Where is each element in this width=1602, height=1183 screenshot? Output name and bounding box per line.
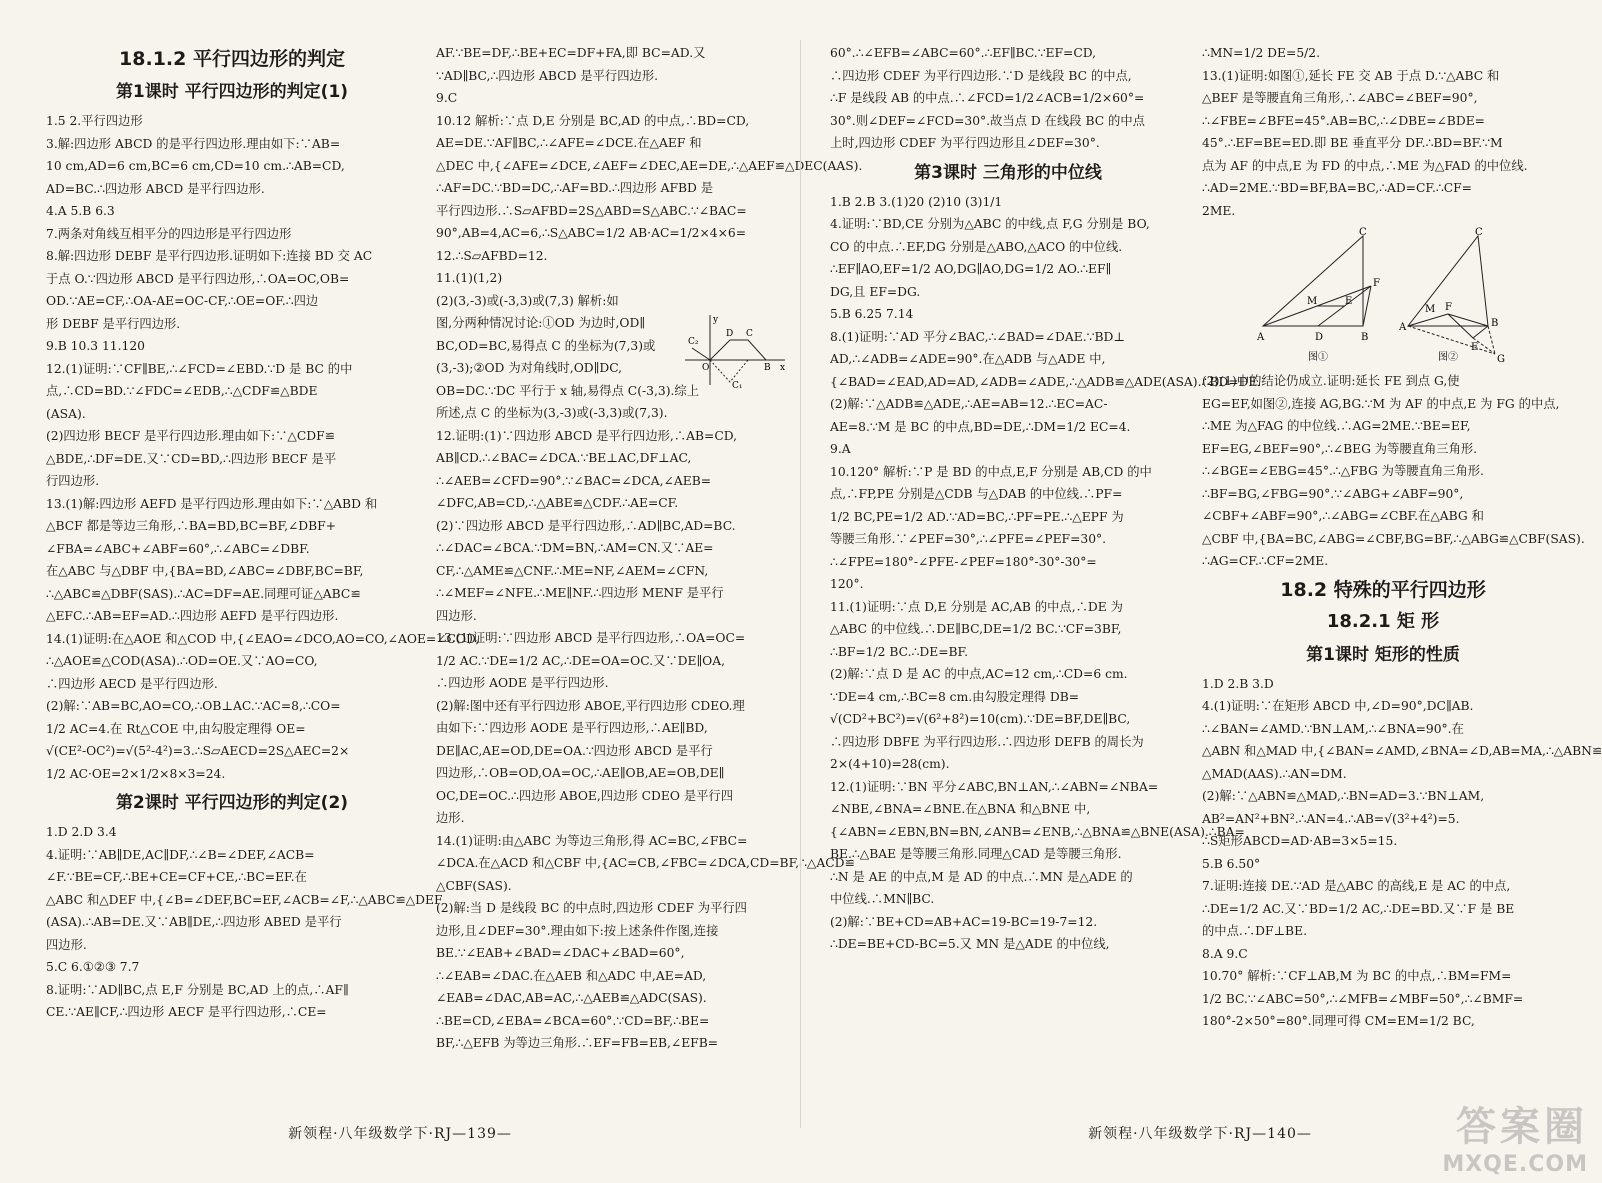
answer-block <box>830 42 1186 155</box>
answer-line: 7.证明:连接 DE.∵AD 是△ABC 的高线,E 是 AC 的中点, <box>1202 879 1511 893</box>
answer-line: ∴DE=BE+CD-BC=5.又 MN 是△ADE 的中位线, <box>830 937 1110 951</box>
answer-line: CO 的中点.∴EF,DG 分别是△ABO,△ACO 的中位线. <box>830 239 1123 254</box>
triangle-abc <box>1263 236 1363 326</box>
answer-line: (2)解:∵点 D 是 AC 的中点,AC=12 cm,∴CD=6 cm. <box>830 667 1128 681</box>
answer-line: 4.证明:∵BD,CE 分别为△ABC 的中线,点 F,G 分别是 BO, <box>830 217 1150 231</box>
answer-line: 点,∴CD=BD.∵∠FDC=∠EDB,∴△CDF≌△BDE <box>46 384 318 398</box>
answer-line: ∴S矩形ABCD=AD·AB=3×5=15. <box>1202 834 1398 848</box>
answer-line: 所述,点 C 的坐标为(3,-3)或(-3,3)或(7,3). <box>436 406 668 420</box>
answer-line: 平行四边形.∴S▱AFBD=2S△ABD=S△ABC.∵∠BAC= <box>436 203 747 218</box>
answer-line: 四边形. <box>436 608 477 623</box>
answer-line: BE.∴△BAE 是等腰三角形.同理△CAD 是等腰三角形. <box>830 847 1122 861</box>
answer-line: △BEF 是等腰直角三角形,∴∠ABC=∠BEF=90°, <box>1202 91 1478 105</box>
answer-line: (2)解:∵AB=BC,AO=CO,∴OB⊥AC.∵AC=8,∴CO= <box>46 699 341 713</box>
answer-line: 1.B 2.B 3.(1)20 (2)10 (3)1/1 <box>830 194 1003 209</box>
answer-line: 8.A 9.C <box>1202 946 1248 961</box>
answer-line: 行四边形. <box>46 474 100 488</box>
line-af-2 <box>1408 314 1448 326</box>
fig-label: M <box>1307 296 1318 307</box>
answer-line: △DEC 中,{∠AFE=∠DCE,∠AEF=∠DEC,AE=DE,∴△AEF≌△DEC(AAS). <box>436 158 863 173</box>
answer-line: 8.证明:∵AD∥BC,点 E,F 分别是 BC,AD 上的点,∴AF∥ <box>46 982 349 997</box>
answer-line: 11.(1)证明:∵点 D,E 分别是 AC,AB 的中点,∴DE 为 <box>830 599 1123 614</box>
line-bg-2 <box>1488 326 1495 354</box>
right-page <box>800 0 1600 1183</box>
answer-line: ∴AG=CF.∴CF=2ME. <box>1202 554 1329 568</box>
answer-line: ∴△AOE≌△COD(ASA).∴OD=OE.又∵AO=CO, <box>46 654 318 668</box>
answer-line: ∴∠AEB=∠CFD=90°.∵∠BAC=∠DCA,∠AEB= <box>436 473 712 488</box>
lesson-2-title: 第2课时 平行四边形的判定(2) <box>115 793 349 813</box>
answer-line: 14.(1)证明:由△ABC 为等边三角形,得 AC=BC,∠FBC= <box>436 833 748 848</box>
answer-line: △ABC 的中位线.∴DE∥BC,DE=1/2 BC.∵CF=3BF, <box>830 622 1122 636</box>
sub-title-18-2-1: 18.2.1 矩 形 <box>1326 610 1440 632</box>
page-footer-left: 新领程·八年级数学下·RJ—139— <box>288 1126 512 1142</box>
answer-line: AD=BC.∴四边形 ABCD 是平行四边形. <box>46 181 265 196</box>
lesson-1-title: 第1课时 平行四边形的判定(1) <box>115 82 349 102</box>
fig-label: F <box>1445 302 1452 313</box>
fig-label: E <box>1345 296 1353 307</box>
fig-label: D <box>726 329 734 339</box>
answer-line: 30°.则∠DEF=∠FCD=30°.故当点 D 在线段 BC 的中点 <box>830 113 1145 128</box>
answer-line: 1/2 BC,PE=1/2 AD.∵AD=BC,∴PF=PE.∴△EPF 为 <box>830 509 1124 524</box>
fig-label: A <box>1399 322 1407 333</box>
answer-line: (2)解:∵BE+CD=AB+AC=19-BC=19-7=12. <box>830 914 1098 929</box>
answer-line: CF,∴△AME≌△CNF.∴ME=NF,∠AEM=∠CFN, <box>436 563 709 578</box>
answer-line: 图,分两种情况讨论:①OD 为边时,OD∥ <box>436 316 645 330</box>
answer-line: △ABC 和△DEF 中,{∠B=∠DEF,BC=EF,∠ACB=∠F,∴△ABC≌△DEF <box>46 892 443 907</box>
answer-line: 4.证明:∵AB∥DE,AC∥DF,∴∠B=∠DEF,∠ACB= <box>46 847 315 862</box>
answer-line: BF,∴△EFB 为等边三角形.∴EF=FB=EB,∠EFB= <box>436 1036 719 1050</box>
answer-line: AE=DE.∵AF∥BC,∴∠AFE=∠DCE.在△AEF 和 <box>436 136 702 150</box>
fig-label: B <box>1491 318 1499 329</box>
answer-line: 1/2 AC=4.在 Rt△COE 中,由勾股定理得 OE= <box>46 721 306 736</box>
answer-line: 10.70° 解析:∵CF⊥AB,M 为 BC 的中点,∴BM=FM= <box>1202 969 1512 983</box>
answer-line: (2)(3,-3)或(-3,3)或(7,3) 解析:如 <box>436 293 619 308</box>
answer-line: EG=EF,如图②,连接 AG,BG.∵M 为 AF 的中点,E 为 FG 的中点, <box>1202 396 1560 411</box>
answer-line: 1/2 AC·OE=2×1/2×8×3=24. <box>46 766 226 781</box>
lesson-3-title: 第3课时 三角形的中位线 <box>914 162 1102 183</box>
answer-line: 10 cm,AD=6 cm,BC=6 cm,CD=10 cm.∴AB=CD, <box>46 159 345 173</box>
answer-line: 1.5 2.平行四边形 <box>46 114 143 128</box>
answer-line: (2)∵四边形 ABCD 是平行四边形,∴AD∥BC,AD=BC. <box>436 518 736 533</box>
figure-caption-1: 图① <box>1308 352 1328 363</box>
answer-line: 4.A 5.B 6.3 <box>46 204 115 218</box>
answer-line: (3,-3);②OD 为对角线时,OD∥DC, <box>436 361 623 375</box>
answer-block <box>46 821 443 1024</box>
answer-line: ∴四边形 CDEF 为平行四边形.∵D 是线段 BC 的中点, <box>830 68 1132 83</box>
answer-line: ∠DFC,AB=CD,∴△ABE≌△CDF.∴AE=CF. <box>436 496 679 510</box>
answer-line: 7.两条对角线互相平分的四边形是平行四边形 <box>46 226 292 241</box>
fig-label: D <box>1315 332 1324 343</box>
parallelogram-lines <box>692 340 766 360</box>
answer-line: ∴四边形 AODE 是平行四边形. <box>436 676 609 690</box>
section-title-18-2: 18.2 特殊的平行四边形 <box>1280 578 1486 601</box>
answer-line: ∴EF∥AO,EF=1/2 AO,DG∥AO,DG=1/2 AO.∴EF∥ <box>830 262 1112 276</box>
answer-line: 12.∴S▱AFBD=12. <box>436 248 548 263</box>
answer-line: √(CD²+BC²)=√(6²+8²)=10(cm).∵DE=BF,DE∥BC, <box>830 712 1131 726</box>
fig-label: F <box>1373 278 1380 289</box>
answer-line: 9.B 10.3 11.120 <box>46 339 145 353</box>
answer-line: 于点 O.∵四边形 ABCD 是平行四边形,∴OA=OC,OB= <box>46 271 350 286</box>
answer-line: 9.A <box>830 442 851 456</box>
fig-label: C <box>1475 227 1483 238</box>
fig-label: A <box>1257 332 1265 343</box>
answer-line: OB=DC.∵DC 平行于 x 轴,易得点 C(-3,3).综上 <box>436 383 700 398</box>
answer-line: △MAD(AAS).∴AN=DM. <box>1202 766 1347 781</box>
answer-line: 1.D 2.D 3.4 <box>46 825 117 839</box>
fig-label: C₂ <box>688 337 699 347</box>
answer-line: 8.(1)证明:∵AD 平分∠BAC,∴∠BAD=∠DAE.∵BD⊥ <box>830 329 1125 344</box>
answer-line: 上时,四边形 CDEF 为平行四边形且∠DEF=30°. <box>830 136 1100 150</box>
answer-line: 5.C 6.①②③ 7.7 <box>46 960 140 974</box>
answer-line: 边形,且∠DEF=30°.理由如下:按上述条件作图,连接 <box>436 923 719 938</box>
answer-line: ∴四边形 DBFE 为平行四边形.∴四边形 DEFB 的周长为 <box>830 734 1144 749</box>
answer-line: (ASA).∴AB=DE.又∵AB∥DE,∴四边形 ABED 是平行 <box>46 915 342 929</box>
answer-line: ∠DCA.在△ACD 和△CBF 中,{AC=CB,∠FBC=∠DCA,CD=BF,∴△ACD≌ <box>436 856 855 870</box>
answer-line: △CBF(SAS). <box>436 878 512 893</box>
fig-label: x <box>780 363 786 373</box>
answer-line: 在△ABC 与△DBF 中,{BA=BD,∠ABC=∠DBF,BC=BF, <box>46 564 364 578</box>
page-footer-right: 新领程·八年级数学下·RJ—140— <box>1088 1126 1312 1142</box>
answer-line: ∴∠DAC=∠BCA.∵DM=BN,∴AM=CN.又∵AE= <box>436 541 714 555</box>
answer-line: ∴∠FBE=∠BFE=45°.AB=BC,∴∠DBE=∠BDE= <box>1202 113 1485 128</box>
answer-line: (2)解:当 D 是线段 BC 的中点时,四边形 CDEF 为平行四 <box>436 901 747 915</box>
answer-line: (2)解:∵△ADB≌△ADE,∴AE=AB=12.∴EC=AC- <box>830 397 1108 411</box>
section-title-18-1-2: 18.1.2 平行四边形的判定 <box>119 48 345 70</box>
figure-1 <box>1256 227 1380 363</box>
answer-line: ∴∠BGE=∠EBG=45°.∴△FBG 为等腰直角三角形. <box>1202 464 1484 478</box>
answer-line: ∴∠EAB=∠DAC.在△AEB 和△ADC 中,AE=AD, <box>436 968 707 983</box>
answer-line: △EFC.∴AB=EF=AD.∴四边形 AEFD 是平行四边形. <box>46 609 339 623</box>
answer-line: △ABN 和△MAD 中,{∠BAN=∠AMD,∠BNA=∠D,AB=MA,∴△ABN≌ <box>1202 744 1602 758</box>
answer-block <box>1202 42 1564 222</box>
answer-line: ∵AD∥BC,∴四边形 ABCD 是平行四边形. <box>436 68 659 83</box>
answer-line: ∠NBE,∠BNA=∠BNE.在△BNA 和△BNE 中, <box>830 802 1091 816</box>
line-eb-2 <box>1473 326 1488 338</box>
answer-line: 形 DEBF 是平行四边形. <box>46 316 181 331</box>
fig-label: C <box>1359 227 1367 238</box>
answer-line: DE∥AC,AE=OD,DE=OA.∵四边形 ABCD 是平行 <box>436 743 713 758</box>
answer-line: 8.解:四边形 DEBF 是平行四边形.证明如下:连接 BD 交 AC <box>46 249 373 263</box>
answer-line: 边形. <box>436 811 465 825</box>
answer-line: 2×(4+10)=28(cm). <box>830 757 950 771</box>
answer-line: 5.B 6.50° <box>1202 856 1261 871</box>
lesson-title-rectangle: 第1课时 矩形的性质 <box>1306 644 1460 665</box>
answer-line: ∴△ABC≌△DBF(SAS).∴AC=DF=AE.同理可证△ABC≌ <box>46 586 361 601</box>
answer-line: 1/2 BC.∵∠ABC=50°,∴∠MFB=∠MBF=50°,∴∠BMF= <box>1202 991 1524 1006</box>
answer-line: 4.(1)证明:∵在矩形 ABCD 中,∠D=90°,DC∥AB. <box>1202 699 1474 713</box>
answer-line: ∴AD=2ME.∵BD=BF,BA=BC,∴AD=CF.∴CF= <box>1202 181 1472 195</box>
answer-line: ∴BE=CD,∠EBA=∠BCA=60°.∵CD=BF,∴BE= <box>436 1013 710 1028</box>
fig-label: C₁ <box>732 381 743 391</box>
answer-line: 1/2 AC.∵DE=1/2 AC,∴DE=OA=OC.又∵DE∥OA, <box>436 653 726 668</box>
answer-line: AD,∴∠ADB=∠ADE=90°.在△ADB 与△ADE 中, <box>830 352 1106 366</box>
answer-line: ∴AF=DC.∵BD=DC,∴AF=BD.∴四边形 AFBD 是 <box>436 181 714 195</box>
answer-line: √(CE²-OC²)=√(5²-4²)=3.∴S▱AECD=2S△AEC=2× <box>46 744 350 758</box>
answer-line: ∴BF=1/2 BC.∴DE=BF. <box>830 644 969 659</box>
answer-line: 180°-2×50°=80°.同理可得 CM=EM=1/2 BC, <box>1202 1014 1475 1028</box>
answer-line: 13.(1)证明:如图①,延长 FE 交 AB 于点 D.∵△ABC 和 <box>1202 68 1500 83</box>
answer-line: 120°. <box>830 577 864 591</box>
answer-line: 点,∴FP,PE 分别是△CDB 与△DAB 的中位线.∴PF= <box>830 487 1123 501</box>
answer-line: 3.解:四边形 ABCD 的是平行四边形.理由如下:∵AB= <box>46 136 341 151</box>
answer-line: 1.D 2.B 3.D <box>1202 676 1274 691</box>
answer-line: {∠ABN=∠EBN,BN=BN,∠ANB=∠ENB,∴△BNA≌△BNE(ASA).∴BA= <box>830 824 1245 839</box>
answer-line: △BDE,∴DF=DE.又∵CD=BD,∴四边形 BECF 是平 <box>46 451 337 466</box>
answer-line: OC,DE=OC.∴四边形 ABOE,四边形 CDEO 是平行四 <box>436 788 734 803</box>
answer-line: (2)解:图中还有平行四边形 ABOE,平行四边形 CDEO.理 <box>436 698 745 713</box>
fig-label: G <box>1497 354 1505 365</box>
answer-line: 10.120° 解析:∵P 是 BD 的中点,E,F 分别是 AB,CD 的中 <box>830 464 1152 479</box>
fig-label: O <box>702 363 710 373</box>
answer-line: ∴F 是线段 AB 的中点.∴∠FCD=1/2∠ACB=1/2×60°= <box>830 91 1145 105</box>
figure-2 <box>1398 227 1505 365</box>
answer-line: 90°,AB=4,AC=6,∴S△ABC=1/2 AB·AC=1/2×4×6= <box>436 226 747 240</box>
answer-line: ∴N 是 AE 的中点,M 是 AD 的中点.∴MN 是△ADE 的 <box>830 869 1133 884</box>
fig-label: C <box>746 329 753 339</box>
answer-line: 的中点.∴DF⊥BE. <box>1202 924 1307 938</box>
answer-line: ∠F.∵BE=CF,∴BE+CE=CF+CE,∴BC=EF.在 <box>46 870 307 884</box>
fig-label: E <box>1471 342 1479 353</box>
answer-line: (2)四边形 BECF 是平行四边形.理由如下:∵△CDF≌ <box>46 429 335 443</box>
answer-line: 13.(1)证明:∵四边形 ABCD 是平行四边形,∴OA=OC= <box>436 631 746 645</box>
answer-line: (ASA). <box>46 406 86 421</box>
answer-line: CE.∵AE∥CF,∴四边形 AECF 是平行四边形,∴CE= <box>46 1005 327 1019</box>
answer-line: 10.12 解析:∵点 D,E 分别是 BC,AD 的中点,∴BD=CD, <box>436 113 750 128</box>
answer-line: AB²=AN²+BN².∴AN=4.∴AB=√(3²+4²)=5. <box>1202 811 1460 826</box>
column-4 <box>1202 42 1602 1102</box>
answer-line: 四边形,∴OB=OD,OA=OC,∴AE∥OB,AE=OB,DE∥ <box>436 766 725 780</box>
answer-line: 中位线.∴MN∥BC. <box>830 892 935 906</box>
answer-line: 14.(1)证明:在△AOE 和△COD 中,{∠EAO=∠DCO,AO=CO,∠AOE=∠COD, <box>46 631 480 646</box>
answer-line: ∵DE=4 cm,∴BC=8 cm.由勾股定理得 DB= <box>830 689 1080 704</box>
answer-line: ∴∠FPE=180°-∠PFE-∠PEF=180°-30°-30°= <box>830 554 1097 569</box>
answer-line: 12.(1)证明:∵CF∥BE,∴∠FCD=∠EBD.∵D 是 BC 的中 <box>46 361 353 376</box>
answer-line: 5.B 6.25 7.14 <box>830 307 914 321</box>
answer-block <box>1202 673 1602 1033</box>
answer-line: 2ME. <box>1202 203 1236 218</box>
answer-line: ∠EAB=∠DAC,AB=AC,∴△AEB≌△ADC(SAS). <box>436 991 707 1005</box>
answer-line: 12.证明:(1)∵四边形 ABCD 是平行四边形,∴AB=CD, <box>436 428 738 443</box>
watermark-logo <box>1442 1095 1588 1177</box>
answer-line: 四边形. <box>46 937 87 952</box>
answer-line: ∴BF=BG,∠FBG=90°.∵∠ABG+∠ABF=90°, <box>1202 486 1464 501</box>
answer-line: 45°.∴EF=BE=ED.即 BE 垂直平分 DF.∴BD=BF.∵M <box>1202 136 1503 150</box>
answer-line: AF.∵BE=DF,∴BE+EC=DF+FA,即 BC=AD.又 <box>436 46 706 60</box>
answer-line: (2)(1)中的结论仍成立.证明:延长 FE 到点 G,使 <box>1202 374 1460 388</box>
answer-line: ∠FBA=∠ABC+∠ABF=60°,∴∠ABC=∠DBF. <box>46 541 310 556</box>
answer-line: 12.(1)证明:∵BN 平分∠ABC,BN⊥AN,∴∠ABN=∠NBA= <box>830 779 1159 794</box>
answer-line: ∴DE=1/2 AC.又∵BD=1/2 AC,∴DE=BD.又∵F 是 BE <box>1202 901 1515 916</box>
answer-line: ∴ME 为△FAG 的中位线.∴AG=2ME.∵BE=EF, <box>1202 419 1471 433</box>
geometry-figures <box>1233 226 1533 366</box>
answer-line: 11.(1)(1,2) <box>436 271 503 285</box>
answer-line: 等腰三角形.∵∠PEF=30°,∴∠PFE=∠PEF=30°. <box>830 532 1107 546</box>
answer-line: AE=8.∵M 是 BC 的中点,BD=DE,∴DM=1/2 EC=4. <box>830 419 1131 434</box>
answer-line: 9.C <box>436 91 458 105</box>
parallelogram-dashed <box>710 360 748 382</box>
answer-line: (2)解:∵△ABN≌△MAD,∴BN=AD=3.∵BN⊥AM, <box>1202 789 1485 803</box>
answer-line: 由如下:∵四边形 AODE 是平行四边形,∴AE∥BD, <box>436 721 708 735</box>
answer-line: 点为 AF 的中点,E 为 FD 的中点,∴ME 为△FAD 的中位线. <box>1202 158 1528 173</box>
fig-label: B <box>764 363 771 373</box>
watermark-text: 答案圈 <box>1456 1104 1588 1150</box>
answer-line: 13.(1)解:四边形 AEFD 是平行四边形.理由如下:∵△ABD 和 <box>46 496 378 511</box>
answer-line: EF=EG,∠BEF=90°,∴∠BEG 为等腰直角三角形. <box>1202 441 1478 456</box>
answer-line: BC,OD=BC,易得点 C 的坐标为(7,3)或 <box>436 338 656 353</box>
answer-line: ∴∠BAN=∠AMD.∵BN⊥AM,∴∠BNA=90°.在 <box>1202 721 1464 736</box>
coordinate-figure <box>680 310 790 390</box>
answer-line: ∴∠MEF=∠NFE.∴ME∥NF.∴四边形 MENF 是平行 <box>436 586 724 600</box>
fig-label: B <box>1361 332 1369 343</box>
answer-line: 60°.∴∠EFB=∠ABC=60°.∴EF∥BC.∵EF=CD, <box>830 46 1097 60</box>
answer-line: AB∥CD.∴∠BAC=∠DCA.∵BE⊥AC,DF⊥AC, <box>436 451 692 465</box>
answer-line: △BCF 都是等边三角形,∴BA=BD,BC=BF,∠DBF+ <box>46 519 337 533</box>
answer-line: DG,且 EF=DG. <box>830 284 921 299</box>
answer-block <box>1202 370 1585 573</box>
fig-label: M <box>1425 304 1436 315</box>
figure-caption-2: 图② <box>1438 352 1458 363</box>
line-bf <box>1363 286 1371 326</box>
answer-line: {∠BAD=∠EAD,AD=AD,∠ADB=∠ADE,∴△ADB≌△ADE(ASA).∴BD=DE. <box>830 374 1262 389</box>
answer-line: ∠CBF+∠ABF=90°,∴∠ABG=∠CBF.在△ABG 和 <box>1202 509 1484 523</box>
answer-line: ∴四边形 AECD 是平行四边形. <box>46 676 218 691</box>
answer-line: OD.∵AE=CF,∴OA-AE=OC-CF,∴OE=OF.∴四边 <box>46 294 319 308</box>
answer-line: ∴MN=1/2 DE=5/2. <box>1202 46 1321 60</box>
watermark-url: MXQE.COM <box>1442 1152 1588 1177</box>
answer-line: △CBF 中,{BA=BC,∠ABG=∠CBF,BG=BF,∴△ABG≌△CBF(SAS). <box>1202 531 1585 546</box>
answer-line: BE.∵∠EAB+∠BAD=∠DAC+∠BAD=60°, <box>436 946 685 960</box>
fig-label: y <box>713 315 719 325</box>
